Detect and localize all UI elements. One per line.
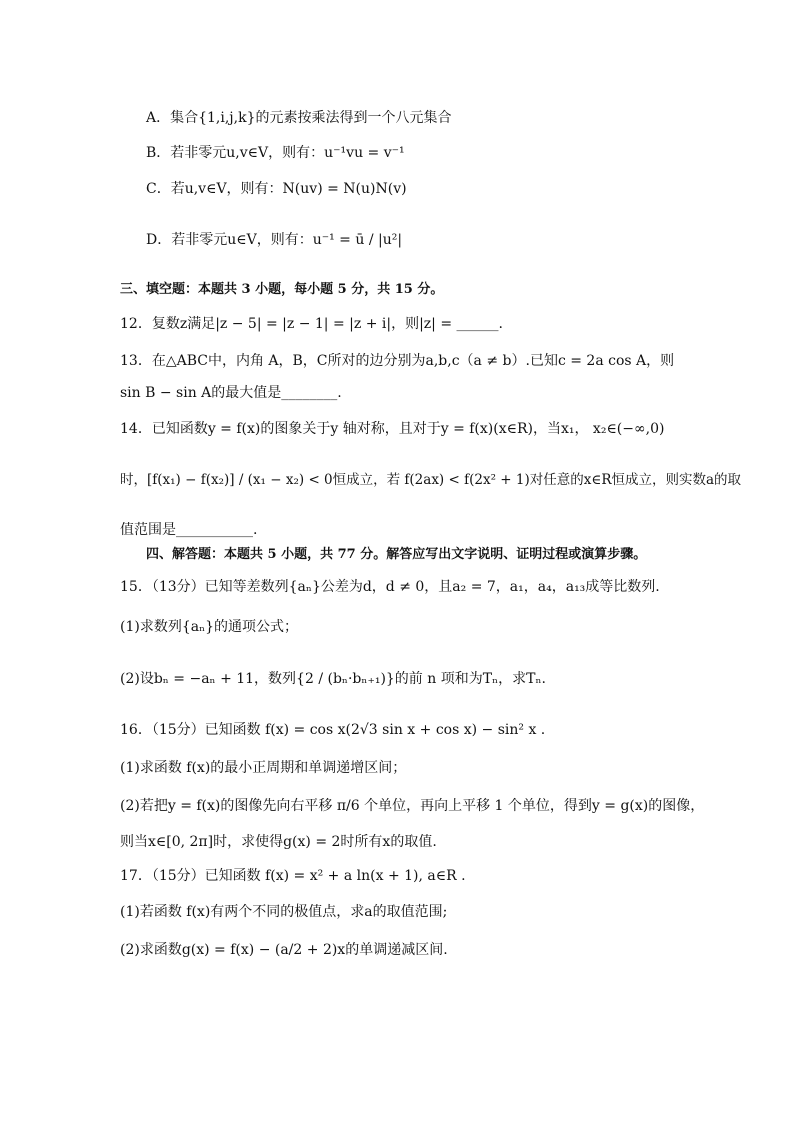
question-14-line-3: 值范围是___________.	[120, 522, 258, 538]
question-15-part-2: (2)设bₙ = −aₙ + 11，数列{2 / (bₙ·bₙ₊₁)}的前 n 项和为Tₙ，求Tₙ.	[120, 671, 546, 687]
question-14-line-1: 14．已知函数y = f(x)的图象关于y 轴对称，且对于y = f(x)(x∈R)，当x₁， x₂∈(−∞,0)	[120, 421, 665, 437]
question-16-part-2-line-2: 则当x∈[0, 2π]时，求使得g(x) = 2时所有x的取值.	[120, 834, 437, 850]
option-b: B．若非零元u,v∈V，则有：u⁻¹vu = v⁻¹	[146, 145, 405, 161]
option-d: D．若非零元u∈V，则有：u⁻¹ = ū / |u²|	[146, 232, 403, 248]
section-3-heading: 三、填空题：本题共 3 小题，每小题 5 分，共 15 分。	[120, 282, 444, 297]
question-17-part-2: (2)求函数g(x) = f(x) − (a/2 + 2)x的单调递减区间.	[120, 942, 448, 958]
section-4-heading: 四、解答题：本题共 5 小题，共 77 分。解答应写出文字说明、证明过程或演算步骤。	[146, 547, 647, 562]
question-13-line-1: 13．在△ABC中，内角 A，B，C所对的边分别为a,b,c（a ≠ b）.已知c = 2a cos A，则	[120, 353, 675, 369]
question-15-stem: 15．（13分）已知等差数列{aₙ}公差为d，d ≠ 0，且a₂ = 7，a₁，a₄，a₁₃成等比数列.	[120, 579, 660, 595]
question-13-line-2: sin B − sin A的最大值是________.	[120, 385, 342, 401]
question-12: 12．复数z满足|z − 5| = |z − 1| = |z + i|，则|z| = ______.	[120, 316, 503, 332]
question-16-stem: 16．（15分）已知函数 f(x) = cos x(2√3 sin x + cos x) − sin² x .	[120, 722, 546, 738]
question-16-part-2-line-1: (2)若把y = f(x)的图像先向右平移 π/6 个单位，再向上平移 1 个单位，得到y = g(x)的图像，	[120, 798, 705, 814]
question-16-part-1: (1)求函数 f(x)的最小正周期和单调递增区间；	[120, 760, 407, 776]
question-14-line-2: 时，[f(x₁) − f(x₂)] / (x₁ − x₂) < 0恒成立，若 f(2ax) < f(2x² + 1)对任意的x∈R恒成立，则实数a的取	[120, 472, 742, 488]
question-15-part-1: (1)求数列{aₙ}的通项公式；	[120, 619, 299, 635]
question-17-stem: 17．（15分）已知函数 f(x) = x² + a ln(x + 1), a∈R .	[120, 868, 466, 884]
option-a: A．集合{1,i,j,k}的元素按乘法得到一个八元集合	[146, 110, 452, 126]
option-c: C．若u,v∈V，则有：N(uv) = N(u)N(v)	[146, 181, 407, 197]
question-17-part-1: (1)若函数 f(x)有两个不同的极值点，求a的取值范围;	[120, 904, 448, 920]
